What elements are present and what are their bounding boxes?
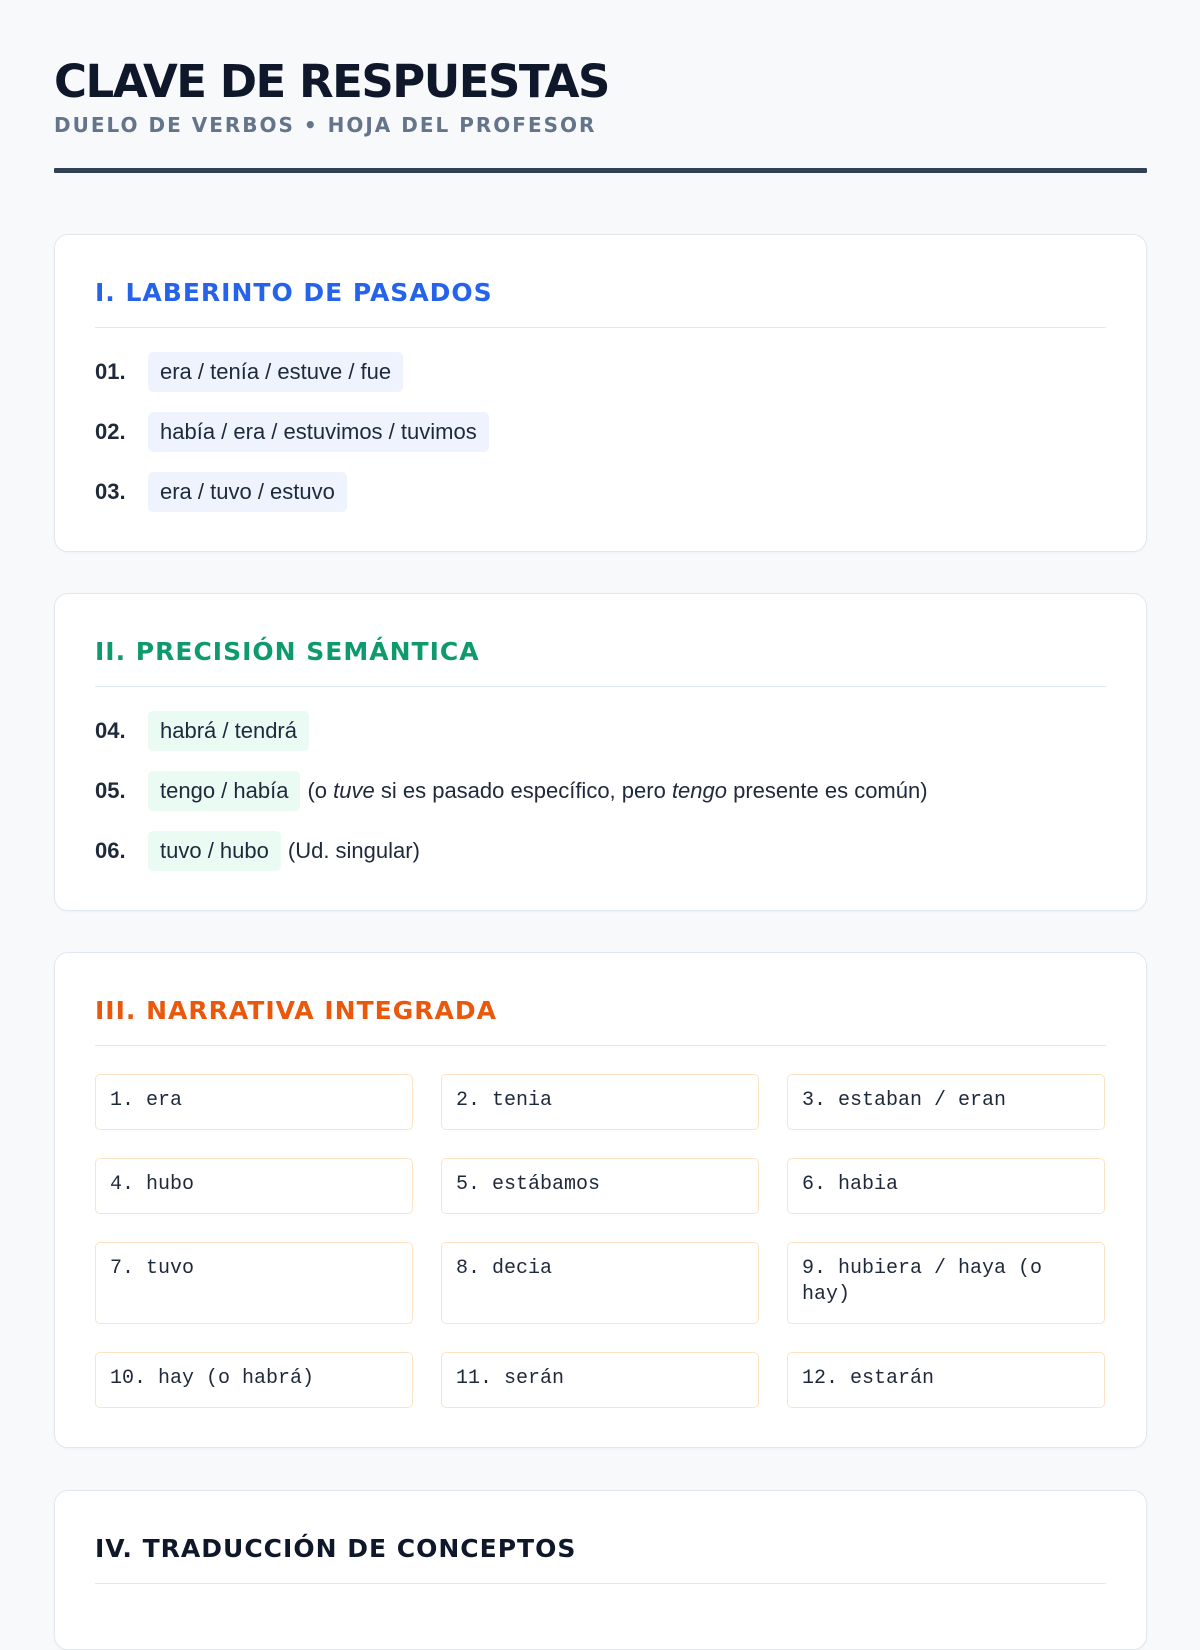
answer-chip: habrá / tendrá xyxy=(148,711,309,751)
grid-answer-cell: 4. hubo xyxy=(95,1158,413,1214)
section-card-traduccion xyxy=(54,1490,1147,1650)
section-card-precision xyxy=(54,593,1147,911)
answer-number: 01. xyxy=(95,359,126,384)
answer-row xyxy=(95,831,1106,871)
answer-chip: era / tuvo / estuvo xyxy=(148,472,347,512)
section-title: II. PRECISIÓN SEMÁNTICA xyxy=(95,594,1106,687)
answer-list xyxy=(95,328,1106,550)
section-card-laberinto xyxy=(54,234,1147,552)
page-subtitle: DUELO DE VERBOS • HOJA DEL PROFESOR xyxy=(54,113,597,137)
page-title: CLAVE DE RESPUESTAS xyxy=(54,55,609,108)
section-title: IV. TRADUCCIÓN DE CONCEPTOS xyxy=(95,1491,1106,1584)
header-divider xyxy=(54,168,1147,173)
grid-answer-cell: 5. estábamos xyxy=(441,1158,759,1214)
answer-number: 06. xyxy=(95,838,126,863)
grid-answer-cell: 9. hubiera / haya (o hay) xyxy=(787,1242,1105,1324)
answer-row xyxy=(95,771,1106,811)
grid-answer-cell: 2. tenia xyxy=(441,1074,759,1130)
answer-number: 05. xyxy=(95,778,126,803)
grid-answer-cell: 11. serán xyxy=(441,1352,759,1408)
grid-answer-cell: 12. estarán xyxy=(787,1352,1105,1408)
section-card-narrativa xyxy=(54,952,1147,1448)
answer-chip: tengo / había xyxy=(148,771,300,811)
page-header xyxy=(54,0,1147,173)
answer-key-page xyxy=(54,0,1147,1563)
answer-grid xyxy=(95,1046,1106,1476)
answer-number: 03. xyxy=(95,479,126,504)
grid-answer-cell: 8. decia xyxy=(441,1242,759,1324)
note-emphasis: tuve xyxy=(333,778,375,803)
answer-number: 04. xyxy=(95,718,126,743)
grid-answer-cell: 3. estaban / eran xyxy=(787,1074,1105,1130)
answer-chip: había / era / estuvimos / tuvimos xyxy=(148,412,489,452)
grid-answer-cell: 7. tuvo xyxy=(95,1242,413,1324)
answer-row xyxy=(95,711,1106,751)
section-title: I. LABERINTO DE PASADOS xyxy=(95,235,1106,328)
note-text: presente es común) xyxy=(733,778,928,803)
answer-row xyxy=(95,472,1106,512)
answer-chip: era / tenía / estuve / fue xyxy=(148,352,403,392)
grid-answer-cell: 1. era xyxy=(95,1074,413,1130)
answer-row xyxy=(95,412,1106,452)
answer-number: 02. xyxy=(95,419,126,444)
answer-note xyxy=(307,778,927,804)
note-text: si es pasado específico, pero xyxy=(380,778,666,803)
note-emphasis: tengo xyxy=(671,778,727,803)
section-title: III. NARRATIVA INTEGRADA xyxy=(95,953,1106,1046)
grid-answer-cell: 10. hay (o habrá) xyxy=(95,1352,413,1408)
grid-answer-cell: 6. habia xyxy=(787,1158,1105,1214)
answer-chip: tuvo / hubo xyxy=(148,831,281,871)
answer-row xyxy=(95,352,1106,392)
note-text: (o xyxy=(307,778,328,803)
answer-note: (Ud. singular) xyxy=(287,838,420,863)
answer-list xyxy=(95,687,1106,909)
